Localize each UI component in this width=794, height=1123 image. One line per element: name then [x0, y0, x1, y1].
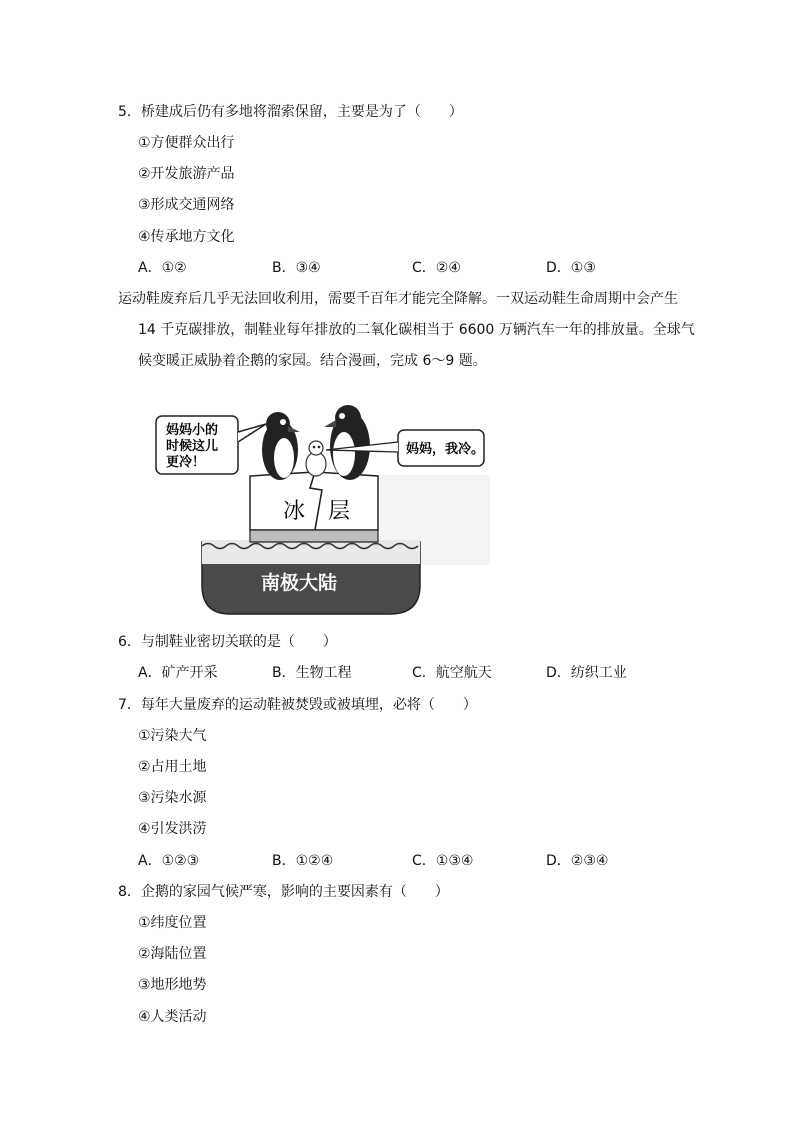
right-bubble-text: 妈妈，我冷。 [406, 442, 485, 457]
q6-stem: 6．与制鞋业密切关联的是（ ） [118, 634, 337, 650]
q8-item-2: ②海陆位置 [138, 946, 207, 962]
q7-choice-c: C．①③④ [412, 853, 474, 869]
left-bubble-line-1: 妈妈小的 [166, 423, 219, 438]
q6-choice-c: C．航空航天 [412, 665, 492, 681]
q5-choice-c: C．②④ [412, 260, 461, 276]
q8-stem: 8．企鹅的家园气候严寒，影响的主要因素有（ ） [118, 884, 449, 900]
q7-item-1: ①污染大气 [138, 728, 207, 744]
mother-penguin-right [324, 405, 370, 480]
left-bubble-line-2: 时候这儿 [166, 439, 219, 454]
q6-choice-a: A．矿产开采 [138, 665, 218, 681]
q5-choice-a: A．①② [138, 260, 187, 276]
q8-item-4: ④人类活动 [138, 1009, 207, 1025]
q5-item-1: ①方便群众出行 [138, 135, 235, 151]
q5-stem: 5．桥建成后仍有多地将溜索保留，主要是为了（ ） [118, 104, 463, 120]
q6-choice-b: B．生物工程 [272, 665, 352, 681]
passage-line-3: 候变暖正威胁着企鹅的家园。结合漫画，完成 6～9 题。 [138, 353, 487, 369]
q5-item-4: ④传承地方文化 [138, 229, 235, 245]
q7-choice-a: A．①②③ [138, 853, 200, 869]
mother-penguin-left [262, 412, 300, 480]
left-bubble-line-3: 更冷！ [166, 455, 206, 470]
ice-base [250, 530, 378, 542]
antarctica-label: 南极大陆 [261, 572, 338, 594]
q5-item-2: ②开发旅游产品 [138, 166, 235, 182]
q7-item-3: ③污染水源 [138, 790, 207, 806]
q7-stem: 7．每年大量废弃的运动鞋被焚毁或被填埋，必将（ ） [118, 697, 477, 713]
q7-item-2: ②占用土地 [138, 759, 207, 775]
ice-label-right: 层 [328, 499, 351, 524]
ice-label-left: 冰 [283, 499, 306, 524]
passage-line-1: 运动鞋废弃后几乎无法回收利用，需要千百年才能完全降解。一双运动鞋生命周期中会产生 [118, 291, 678, 307]
left-speech-bubble [156, 416, 266, 474]
passage-line-2: 14 千克碳排放，制鞋业每年排放的二氧化碳相当于 6600 万辆汽车一年的排放量。全球气 [138, 322, 695, 338]
q5-item-3: ③形成交通网络 [138, 197, 235, 213]
q8-item-3: ③地形地势 [138, 977, 207, 993]
q7-item-4: ④引发洪涝 [138, 821, 207, 837]
q7-choice-b: B．①②④ [272, 853, 334, 869]
q5-choice-b: B．③④ [272, 260, 321, 276]
baby-penguin [306, 441, 326, 476]
penguin-cartoon [150, 380, 490, 620]
q8-item-1: ①纬度位置 [138, 915, 207, 931]
q7-choice-d: D．②③④ [546, 853, 609, 869]
q5-choice-d: D．①③ [546, 260, 596, 276]
q6-choice-d: D．纺织工业 [546, 665, 627, 681]
